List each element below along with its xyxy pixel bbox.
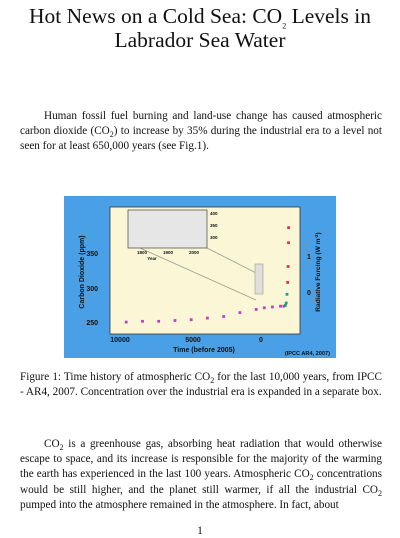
x-tick-label: 5000 [185, 337, 201, 344]
x-tick-label: 10000 [110, 337, 130, 344]
inset-x-label: Year [147, 256, 157, 261]
figure-caption: Figure 1: Time history of atmospheric $CO_2$ for the last 10,000 years, from IPCC - AR4, 2007. Concentration over the industrial era is expanded in a separate box. [20, 371, 382, 399]
data-point [157, 320, 160, 323]
data-point [263, 306, 266, 309]
body-paragraph: $CO_2$ is a greenhouse gas, absorbing heat radiation that would otherwise escape to space, and its increase is responsible for the majority of the warming the earth has experienced in the last 100 years. Atmospheric $CO_2$ concentrations would be still higher, and the planet still warmer, if all the industrial $CO_2$ pumped into the atmosphere remained in the atmosphere. In fact, about [20, 438, 382, 511]
co2-figure [64, 196, 336, 358]
data-point [279, 305, 282, 308]
y-tick-label: 250 [86, 320, 98, 327]
data-point [174, 319, 177, 322]
data-point [206, 317, 209, 320]
right-tick-label: 0 [307, 290, 311, 297]
inset-y-tick: 350 [210, 223, 218, 228]
y-axis-label: Carbon Dioxide (ppm) [79, 235, 86, 309]
data-point [287, 226, 290, 229]
title-line-2: Labrador Sea Water [114, 28, 286, 52]
inset-y-tick: 400 [210, 211, 218, 216]
data-point [190, 318, 193, 321]
data-point [286, 293, 289, 296]
title-line-1: Hot News on a Cold Sea: $CO_2$ Levels in [29, 4, 371, 31]
data-point [141, 320, 144, 323]
data-point [286, 281, 289, 284]
figure-credit: (IPCC AR4, 2007) [284, 351, 330, 357]
y-tick-label: 300 [86, 286, 98, 293]
data-point [271, 306, 274, 309]
data-point [125, 321, 128, 324]
data-point [222, 315, 225, 318]
inset-x-tick: 2000 [188, 250, 200, 255]
right-axis-label: Radiative Forcing (W $m^{-2}$) [314, 232, 322, 312]
data-point [287, 241, 290, 244]
industrial-highlight-box [255, 264, 263, 294]
data-point [239, 311, 242, 314]
data-point [285, 302, 288, 305]
x-axis-label: Time (before 2005) [173, 347, 235, 354]
data-point [255, 308, 258, 311]
data-point [284, 304, 287, 307]
data-point [287, 265, 290, 268]
x-tick-label: 0 [259, 337, 263, 344]
right-tick-label: 1 [307, 254, 311, 261]
page-number: 1 [197, 525, 203, 537]
inset-y-tick: 300 [210, 235, 218, 240]
inset-x-tick: 1900 [162, 250, 174, 255]
inset-plot [128, 210, 207, 248]
y-tick-label: 350 [86, 251, 98, 258]
document-title [0, 4, 400, 52]
inset-x-tick: 1800 [136, 250, 148, 255]
intro-paragraph: Human fossil fuel burning and land-use change has caused atmospheric carbon dioxide $(CO_2)$ to increase by 35% during the industrial era to a level not seen for at least 650,000 years (see Fig.1). [20, 110, 383, 153]
